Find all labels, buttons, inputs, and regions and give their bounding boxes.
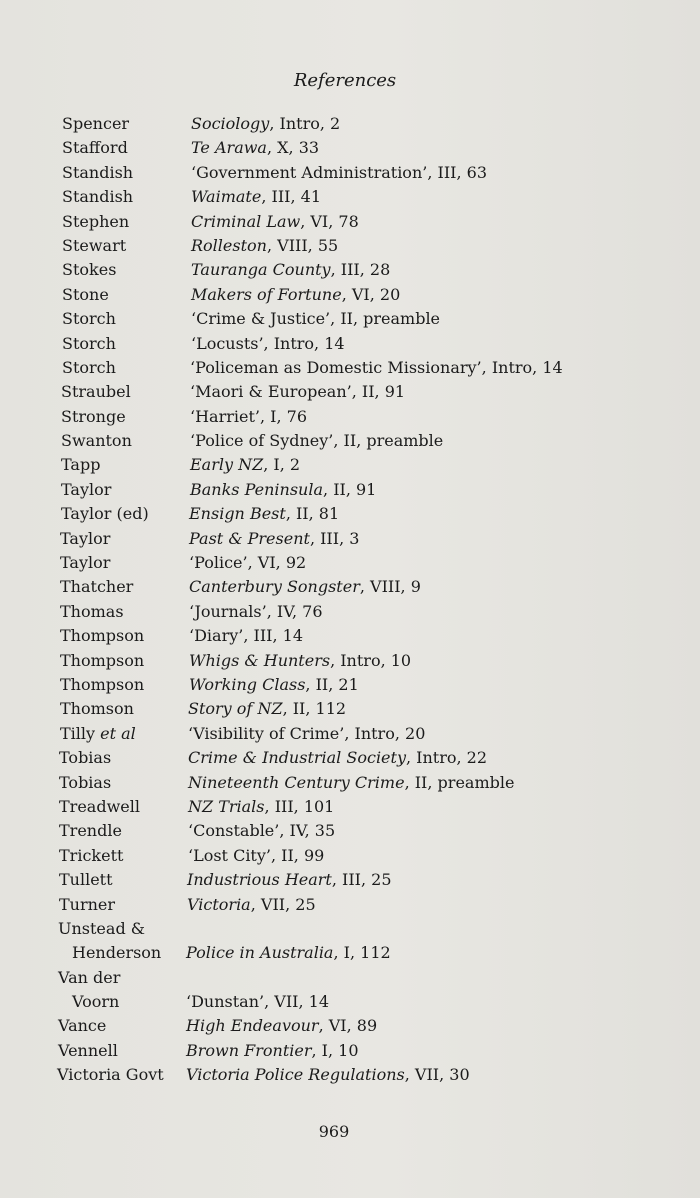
author-name (59, 868, 113, 892)
work-title: Waimate (191, 187, 262, 207)
author-name-continuation: Henderson (72, 943, 162, 963)
chapter-location: , III, 25 (331, 870, 392, 890)
chapter-location: , II, 99 (270, 845, 325, 865)
chapter-location: , II, 21 (305, 674, 359, 694)
reference-entry (0, 771, 700, 795)
author-name-text: Unstead & (58, 918, 146, 938)
reference-entry (0, 112, 700, 136)
author-name (61, 478, 111, 502)
reference-citation (189, 575, 421, 599)
reference-entry (0, 624, 700, 648)
work-title: ‘Journals’ (189, 601, 267, 621)
work-title: Nineteenth Century Crime (188, 772, 405, 792)
work-title: ‘Lost City’ (188, 845, 271, 865)
reference-entry (0, 258, 700, 282)
author-name-text: Stone (62, 284, 109, 304)
author-name (60, 673, 144, 697)
author-name-text: Spencer (62, 114, 130, 133)
author-name (61, 453, 100, 477)
chapter-location: , II, preamble (404, 772, 515, 792)
work-title: Victoria (187, 894, 251, 914)
chapter-location: , I, 10 (311, 1040, 359, 1060)
author-name-text: Swanton (61, 431, 132, 451)
reference-entry (0, 868, 700, 892)
reference-entry (0, 844, 700, 868)
chapter-location: , VII, 14 (264, 992, 329, 1012)
author-name-text: Taylor (ed) (61, 504, 149, 524)
author-name (60, 600, 124, 624)
work-title: ‘Constable’ (188, 821, 280, 841)
reference-entry (0, 210, 700, 234)
work-title: Brown Frontier (186, 1040, 312, 1060)
chapter-location: , VI, 78 (300, 211, 359, 231)
author-name (62, 210, 129, 234)
reference-citation (188, 819, 335, 843)
reference-entry (0, 307, 700, 331)
reference-entry (0, 795, 700, 819)
chapter-location: , VI, 92 (247, 553, 307, 573)
chapter-location: , III, 3 (309, 528, 360, 548)
author-name (60, 624, 144, 648)
chapter-location: , IV, 35 (279, 821, 336, 841)
chapter-location: , III, 41 (261, 187, 321, 207)
reference-entry (0, 600, 700, 624)
author-name (59, 746, 111, 770)
author-name (62, 136, 128, 160)
reference-list (0, 112, 700, 1088)
reference-entry (0, 966, 700, 1015)
reference-entry (0, 917, 700, 966)
reference-citation (191, 112, 340, 136)
author-name-text: Stephen (62, 211, 130, 231)
author-name (61, 405, 126, 429)
running-head: References (293, 70, 397, 91)
author-name-text: Storch (62, 357, 116, 377)
chapter-location: , VIII, 9 (359, 577, 421, 597)
work-title: Te Arawa (191, 138, 267, 158)
author-name (58, 966, 120, 1015)
reference-entry (0, 356, 700, 380)
reference-citation (187, 868, 392, 892)
author-name (57, 1063, 164, 1087)
reference-entry (0, 673, 700, 697)
author-name-text: Stokes (62, 260, 117, 280)
work-title: ‘Visibility of Crime’ (188, 723, 345, 743)
reference-citation (188, 844, 324, 868)
reference-citation (189, 600, 323, 624)
work-title: NZ Trials (188, 796, 265, 816)
work-title: ‘Locusts’ (191, 333, 264, 353)
chapter-location: , I, 112 (333, 943, 391, 963)
reference-citation (186, 1039, 359, 1063)
reference-citation (189, 673, 359, 697)
author-name (58, 1014, 106, 1038)
chapter-location: , III, 101 (264, 796, 335, 816)
author-name-text: Trickett (59, 845, 124, 865)
reference-citation (188, 746, 487, 770)
author-name-text: Standish (62, 162, 134, 182)
author-name (60, 722, 136, 746)
reference-entry (0, 332, 700, 356)
chapter-location: , VI, 89 (318, 1016, 378, 1036)
reference-citation (190, 380, 405, 404)
author-suffix: et al (95, 723, 136, 743)
author-name-text: Vennell (58, 1040, 118, 1060)
reference-citation (190, 356, 563, 380)
author-name-text: Treadwell (59, 796, 140, 816)
reference-citation (191, 307, 440, 331)
chapter-location: , VII, 25 (250, 894, 316, 914)
reference-citation (186, 941, 391, 965)
work-title: Police in Australia (186, 943, 334, 963)
author-name-text: Thomas (60, 601, 124, 621)
author-name-text: Thomson (60, 699, 134, 719)
reference-citation (191, 258, 390, 282)
page-number: 969 (318, 1122, 350, 1141)
reference-citation (191, 161, 487, 185)
work-title: Victoria Police Regulations (186, 1065, 405, 1085)
author-name (59, 844, 123, 868)
reference-citation (188, 722, 425, 746)
author-name-text: Thompson (60, 674, 145, 694)
author-name-text: Thompson (60, 626, 145, 646)
author-name (58, 917, 161, 966)
chapter-location: , Intro, 20 (344, 723, 426, 743)
chapter-location: , II, 112 (282, 699, 347, 719)
reference-entry (0, 283, 700, 307)
reference-entry (0, 161, 700, 185)
author-name-text: Taylor (61, 479, 112, 499)
work-title: Ensign Best (189, 504, 286, 524)
chapter-location: , III, 28 (330, 260, 391, 280)
reference-citation (191, 210, 359, 234)
reference-citation (190, 453, 300, 477)
author-name-text: Stronge (61, 406, 126, 426)
author-name-text: Stafford (62, 138, 128, 158)
reference-entry (0, 575, 700, 599)
work-title: ‘Policeman as Domestic Missionary’ (190, 357, 482, 377)
reference-citation (186, 1014, 377, 1038)
chapter-location: , Intro, 22 (406, 748, 488, 768)
chapter-location: , III, 14 (243, 626, 304, 646)
reference-entry (0, 502, 700, 526)
reference-citation (186, 1063, 470, 1087)
chapter-location: , Intro, 14 (481, 357, 563, 377)
reference-citation (188, 771, 514, 795)
reference-citation (190, 429, 443, 453)
reference-entry (0, 136, 700, 160)
author-name (61, 380, 131, 404)
author-name (62, 332, 116, 356)
work-title: ‘Police of Sydney’ (190, 431, 334, 451)
chapter-location: , VII, 30 (404, 1065, 470, 1085)
reference-entry (0, 380, 700, 404)
reference-entry (0, 478, 700, 502)
reference-entry (0, 1039, 700, 1063)
reference-citation (189, 551, 306, 575)
author-name (62, 307, 116, 331)
reference-entry (0, 453, 700, 477)
work-title: Working Class (189, 674, 306, 694)
author-name-text (60, 722, 136, 746)
work-title: Whigs & Hunters (189, 650, 331, 670)
author-name-text: Taylor (60, 553, 111, 573)
work-title: Industrious Heart (187, 870, 332, 890)
author-name-text: Tullett (59, 870, 113, 890)
work-title: ‘Dunstan’ (186, 992, 265, 1012)
reference-entry (0, 1014, 700, 1038)
reference-entry (0, 429, 700, 453)
work-title: Tauranga County (191, 260, 331, 280)
author-name (62, 283, 109, 307)
reference-citation (189, 649, 411, 673)
author-name (60, 551, 110, 575)
author-name-text: Victoria Govt (57, 1065, 164, 1085)
author-name-text: Thatcher (60, 577, 134, 597)
author-name-text: Stewart (62, 235, 127, 255)
author-name (62, 258, 116, 282)
author-name-text: Tobias (59, 748, 112, 768)
reference-entry (0, 746, 700, 770)
author-name (59, 819, 122, 843)
chapter-location: , Intro, 14 (263, 333, 345, 353)
author-name (59, 795, 140, 819)
author-name-text: Vance (58, 1016, 107, 1036)
reference-entry (0, 527, 700, 551)
reference-entry (0, 1063, 700, 1087)
chapter-location: , II, preamble (333, 431, 444, 451)
author-name (58, 1039, 118, 1063)
work-title: Story of NZ (188, 699, 283, 719)
chapter-location: , Intro, 10 (330, 650, 412, 670)
author-name-text: Turner (59, 894, 116, 914)
author-name (59, 771, 111, 795)
work-title: ‘Police’ (189, 553, 248, 573)
reference-citation (187, 893, 316, 917)
work-title: Past & Present (189, 528, 310, 548)
reference-entry (0, 185, 700, 209)
reference-entry (0, 234, 700, 258)
work-title: ‘Harriet’ (190, 406, 260, 426)
work-title: Banks Peninsula (190, 479, 324, 499)
author-name-text: Taylor (60, 528, 111, 548)
author-name-continuation: Voorn (72, 992, 120, 1012)
chapter-location: , I, 76 (259, 406, 308, 426)
work-title: Rolleston (191, 235, 267, 255)
chapter-location: , III, 63 (427, 162, 487, 182)
work-title: Sociology (191, 114, 270, 133)
author-name-text: Storch (62, 309, 116, 329)
author-name (62, 185, 133, 209)
author-name-text: Tapp (61, 455, 101, 475)
reference-entry (0, 819, 700, 843)
author-name (60, 649, 144, 673)
reference-citation (191, 283, 400, 307)
author-name (59, 893, 115, 917)
reference-citation (188, 795, 334, 819)
author-surname: Tilly (60, 723, 96, 743)
author-name (61, 502, 149, 526)
work-title: High Endeavour (186, 1016, 319, 1036)
author-name (62, 112, 129, 136)
work-title: ‘Government Administration’ (191, 162, 428, 182)
reference-citation (191, 234, 338, 258)
reference-citation (190, 405, 307, 429)
work-title: Canterbury Songster (189, 577, 360, 597)
chapter-location: , Intro, 2 (269, 114, 341, 133)
author-name (60, 697, 134, 721)
reference-citation (186, 990, 329, 1014)
chapter-location: , X, 33 (266, 138, 320, 158)
author-name (60, 575, 133, 599)
author-name-text: Straubel (61, 382, 131, 402)
work-title: Early NZ (190, 455, 264, 475)
reference-entry (0, 649, 700, 673)
reference-entry (0, 551, 700, 575)
reference-citation (191, 185, 321, 209)
author-name-text: Trendle (59, 821, 122, 841)
author-name-text: Van der (58, 967, 121, 987)
reference-citation (191, 332, 345, 356)
chapter-location: , I, 2 (263, 455, 301, 475)
author-name-text: Tobias (59, 772, 112, 792)
chapter-location: , II, preamble (330, 309, 441, 329)
reference-citation (191, 136, 319, 160)
chapter-location: , II, 91 (351, 382, 406, 402)
author-name-text: Storch (62, 333, 116, 353)
reference-entry (0, 697, 700, 721)
chapter-location: , IV, 76 (266, 601, 323, 621)
work-title: ‘Maori & European’ (190, 382, 352, 402)
chapter-location: , II, 91 (323, 479, 377, 499)
reference-citation (190, 478, 376, 502)
chapter-location: , II, 81 (285, 504, 340, 524)
author-name (60, 527, 110, 551)
chapter-location: , VIII, 55 (266, 235, 339, 255)
author-name-text: Standish (62, 187, 134, 207)
reference-entry (0, 893, 700, 917)
chapter-location: , VI, 20 (341, 284, 401, 304)
reference-citation (189, 527, 359, 551)
author-name (62, 234, 126, 258)
reference-entry (0, 722, 700, 746)
author-name (61, 429, 132, 453)
reference-entry (0, 405, 700, 429)
author-name (62, 356, 116, 380)
author-name (62, 161, 133, 185)
work-title: ‘Diary’ (189, 626, 244, 646)
reference-citation (189, 624, 303, 648)
work-title: Criminal Law (191, 211, 301, 231)
reference-citation (188, 697, 346, 721)
work-title: Makers of Fortune (191, 284, 342, 304)
work-title: ‘Crime & Justice’ (191, 309, 331, 329)
work-title: Crime & Industrial Society (188, 748, 406, 768)
author-name-text: Thompson (60, 650, 145, 670)
reference-citation (189, 502, 339, 526)
